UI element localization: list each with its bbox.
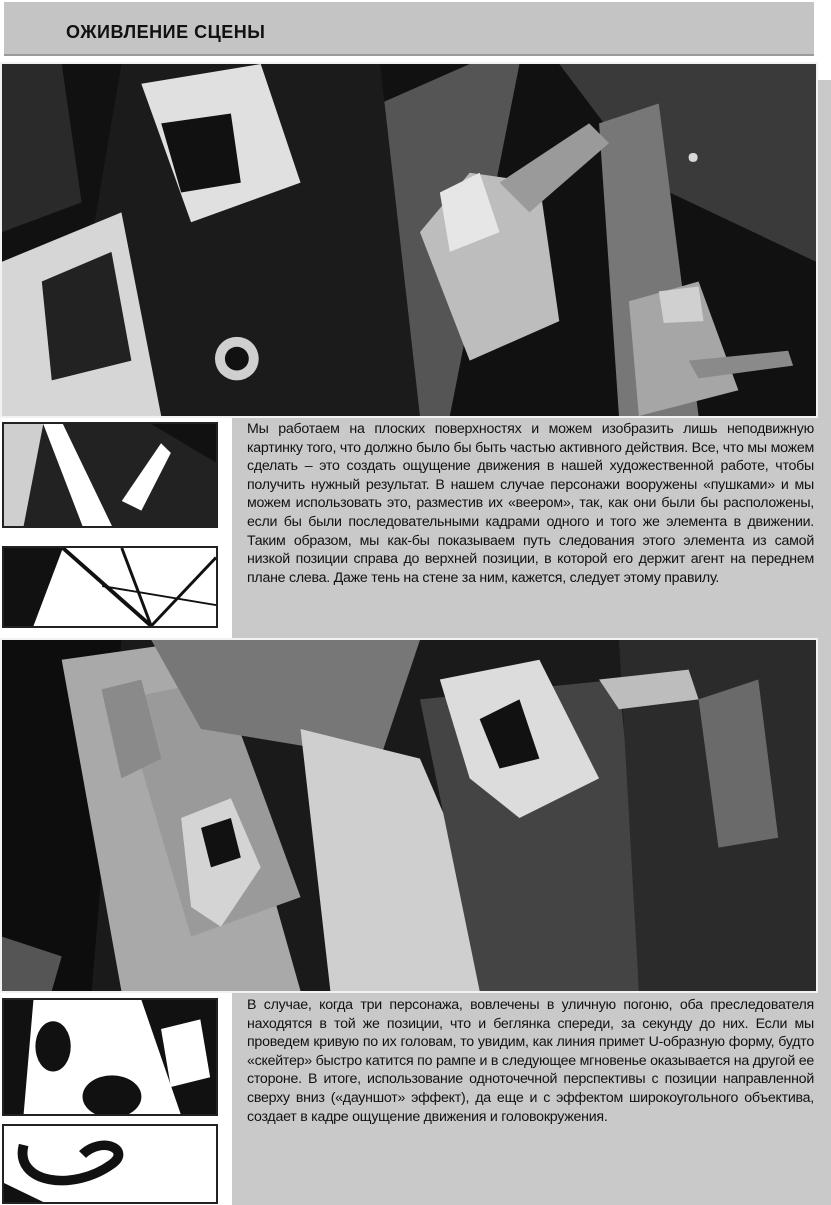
section2-paragraph: В случае, когда три персонажа, вовлечены в уличную погоню, оба преследователя находятся в той же позиции, что и беглянка спереди, за секунду до них. Если мы проведем кривую по их головам, то увидим, как линия примет U-образную форму, будто «скейтер» быстро катится по рампе и в следующее мгновенье оказывается на другой ее стороне. В итоге, использование одноточечной перспективы с позиции направленной сверху вниз («дауншот» эффект), да еще и с эффектом широкоугольного объектива, создает в кадре ощущение движения и головокружения. xyxy=(247,997,814,1125)
thumbnail-sketch-3 xyxy=(2,998,218,1116)
thumbnail-sketch-4 xyxy=(2,1124,218,1204)
section1-paragraph: Мы работаем на плоских поверхностях и можем изобразить лишь неподвижную картинку того, что должно было бы быть частью активного действия. Все, что мы можем сделать – это создать ощущение движения в нашей художественной работе, чтобы получить нужный результат. В нашем случае персонажи вооружены «пушками» и мы можем использовать это, разместив их «веером», так, как они были бы расположены, если бы были последовательными кадрами одного и того же элемента в движении. Таким образом, мы как-бы показываем путь следования этого элемента из самой низкой позиции справа до верхней позиции, в которой его держит агент на переднем плане слева. Даже тень на стене за ним, кажется, следует этому правилу. xyxy=(247,421,814,586)
abstract-curve-icon xyxy=(4,1126,216,1202)
page-title: ОЖИВЛЕНИЕ СЦЕНЫ xyxy=(66,22,266,42)
thumbnail-sketch-2 xyxy=(2,546,218,628)
thumbnail-sketch-1 xyxy=(2,422,218,528)
abstract-lines-icon xyxy=(4,548,216,626)
comic-street-chase-icon xyxy=(2,640,816,991)
page-header xyxy=(4,2,814,56)
comic-agents-with-guns-icon xyxy=(2,64,816,416)
chase-illustration-panel xyxy=(0,638,818,993)
agents-illustration-panel xyxy=(0,62,818,418)
abstract-circles-icon xyxy=(4,1000,216,1114)
abstract-shapes-icon xyxy=(4,424,216,526)
